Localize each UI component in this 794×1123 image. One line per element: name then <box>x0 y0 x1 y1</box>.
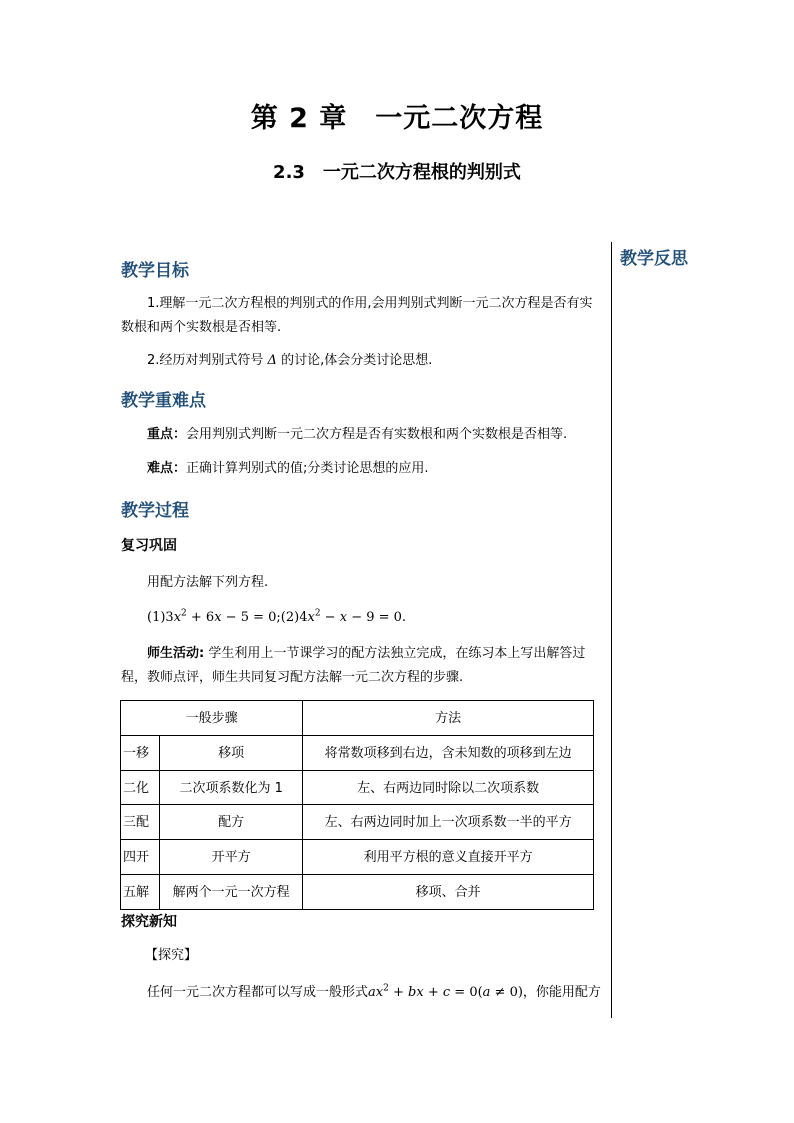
table-row <box>121 805 594 840</box>
review-equations <box>121 606 605 630</box>
f-a: a <box>368 985 376 1000</box>
f-ne: ≠ 0) <box>490 985 523 1000</box>
delta-symbol: Δ <box>267 353 277 368</box>
eq-p3: − <box>320 610 340 625</box>
method-cell: 将常数项移到右边，含未知数的项移到左边 <box>303 735 594 770</box>
eq-p1: + 6 <box>186 610 215 625</box>
f-x: x <box>375 985 384 1000</box>
table-row <box>121 770 594 805</box>
table-header-steps: 一般步骤 <box>121 701 303 736</box>
review-instruction: 用配方法解下列方程. <box>147 575 269 590</box>
method-cell: 左、右两边同时加上一次项系数一半的平方 <box>303 805 594 840</box>
f-plus-b: + <box>388 985 409 1000</box>
f-b: b <box>408 985 417 1000</box>
difficulty-label: 难点： <box>147 461 187 476</box>
f-c: c <box>442 985 451 1000</box>
method-cell: 利用平方根的意义直接开平方 <box>303 840 594 875</box>
key-points-heading: 教学重难点 <box>121 391 206 411</box>
eq-exp: 2 <box>314 608 321 619</box>
objective-item-2-pre: 2.经历对判别式符号 <box>147 353 264 368</box>
eq-var: x <box>214 610 222 625</box>
step-name-cell: 配方 <box>160 805 303 840</box>
explore-text-pre: 任何一元二次方程都可以写成一般形式 <box>147 985 369 1000</box>
sidebar-divider <box>611 242 612 1018</box>
objectives-heading: 教学目标 <box>121 261 189 281</box>
eq-p2: − 5 = 0;(2)4 <box>221 610 308 625</box>
eq-n1: (1)3 <box>147 610 174 625</box>
eq-exp: 2 <box>181 608 187 619</box>
step-name-cell: 二次项系数化为 1 <box>160 770 303 805</box>
table-header-row <box>121 701 594 736</box>
chapter-title: 第 2 章 一元二次方程 <box>250 103 544 134</box>
table-header-method: 方法 <box>303 701 594 736</box>
section-title: 2.3 一元二次方程根的判别式 <box>273 162 521 183</box>
method-cell: 移项、合并 <box>303 875 594 910</box>
method-cell: 左、右两边同时除以二次项系数 <box>303 770 594 805</box>
difficulty-text: 正确计算判别式的值;分类讨论思想的应用. <box>186 461 429 476</box>
difficulty-line <box>121 457 605 481</box>
table-row <box>121 735 594 770</box>
f-a2: a <box>482 985 491 1000</box>
step-cell: 二化 <box>121 770 160 805</box>
focus-text: 会用判别式判断一元二次方程是否有实数根和两个实数根是否相等. <box>186 427 568 442</box>
eq-var: x <box>307 610 315 625</box>
activity-label: 师生活动: <box>147 646 205 661</box>
step-cell: 三配 <box>121 805 160 840</box>
eq-var: x <box>339 610 348 625</box>
explore-heading: 探究新知 <box>121 914 177 930</box>
f-exp: 2 <box>383 983 389 994</box>
objective-item-1: 1.理解一元二次方程根的判别式的作用,会用判别式判断一元二次方程是否有实数根和两个实数根是否相等. <box>121 296 593 335</box>
focus-line <box>121 423 605 447</box>
f-eq: = 0( <box>450 985 483 1000</box>
step-cell: 五解 <box>121 875 160 910</box>
eq-p4: − 9 = 0. <box>347 610 407 625</box>
steps-table <box>120 700 594 910</box>
step-cell: 一移 <box>121 735 160 770</box>
review-heading: 复习巩固 <box>121 538 177 554</box>
process-heading: 教学过程 <box>121 501 189 521</box>
step-name-cell: 移项 <box>160 735 303 770</box>
f-x: x <box>416 985 424 1000</box>
f-plus-c: + <box>423 985 443 1000</box>
explore-text <box>121 981 605 1005</box>
step-name-cell: 解两个一元一次方程 <box>160 875 303 910</box>
table-row <box>121 875 594 910</box>
explore-tag: 【探究】 <box>145 948 198 963</box>
objective-item-2 <box>121 349 605 373</box>
step-name-cell: 开平方 <box>160 840 303 875</box>
general-form-formula <box>368 985 523 1000</box>
focus-label: 重点： <box>147 427 187 442</box>
activity-text: 学生利用上一节课学习的配方法独立完成，在练习本上写出解答过程，教师点评，师生共同复习配方法解一元二次方程的步骤. <box>121 646 586 685</box>
table-row <box>121 840 594 875</box>
activity-paragraph <box>121 642 605 690</box>
explore-text-post: ，你能用配方 <box>522 985 601 1000</box>
reflection-heading: 教学反思 <box>620 249 688 269</box>
step-cell: 四开 <box>121 840 160 875</box>
objective-item-2-post: 的讨论,体会分类讨论思想. <box>281 353 433 368</box>
eq-var: x <box>173 610 182 625</box>
